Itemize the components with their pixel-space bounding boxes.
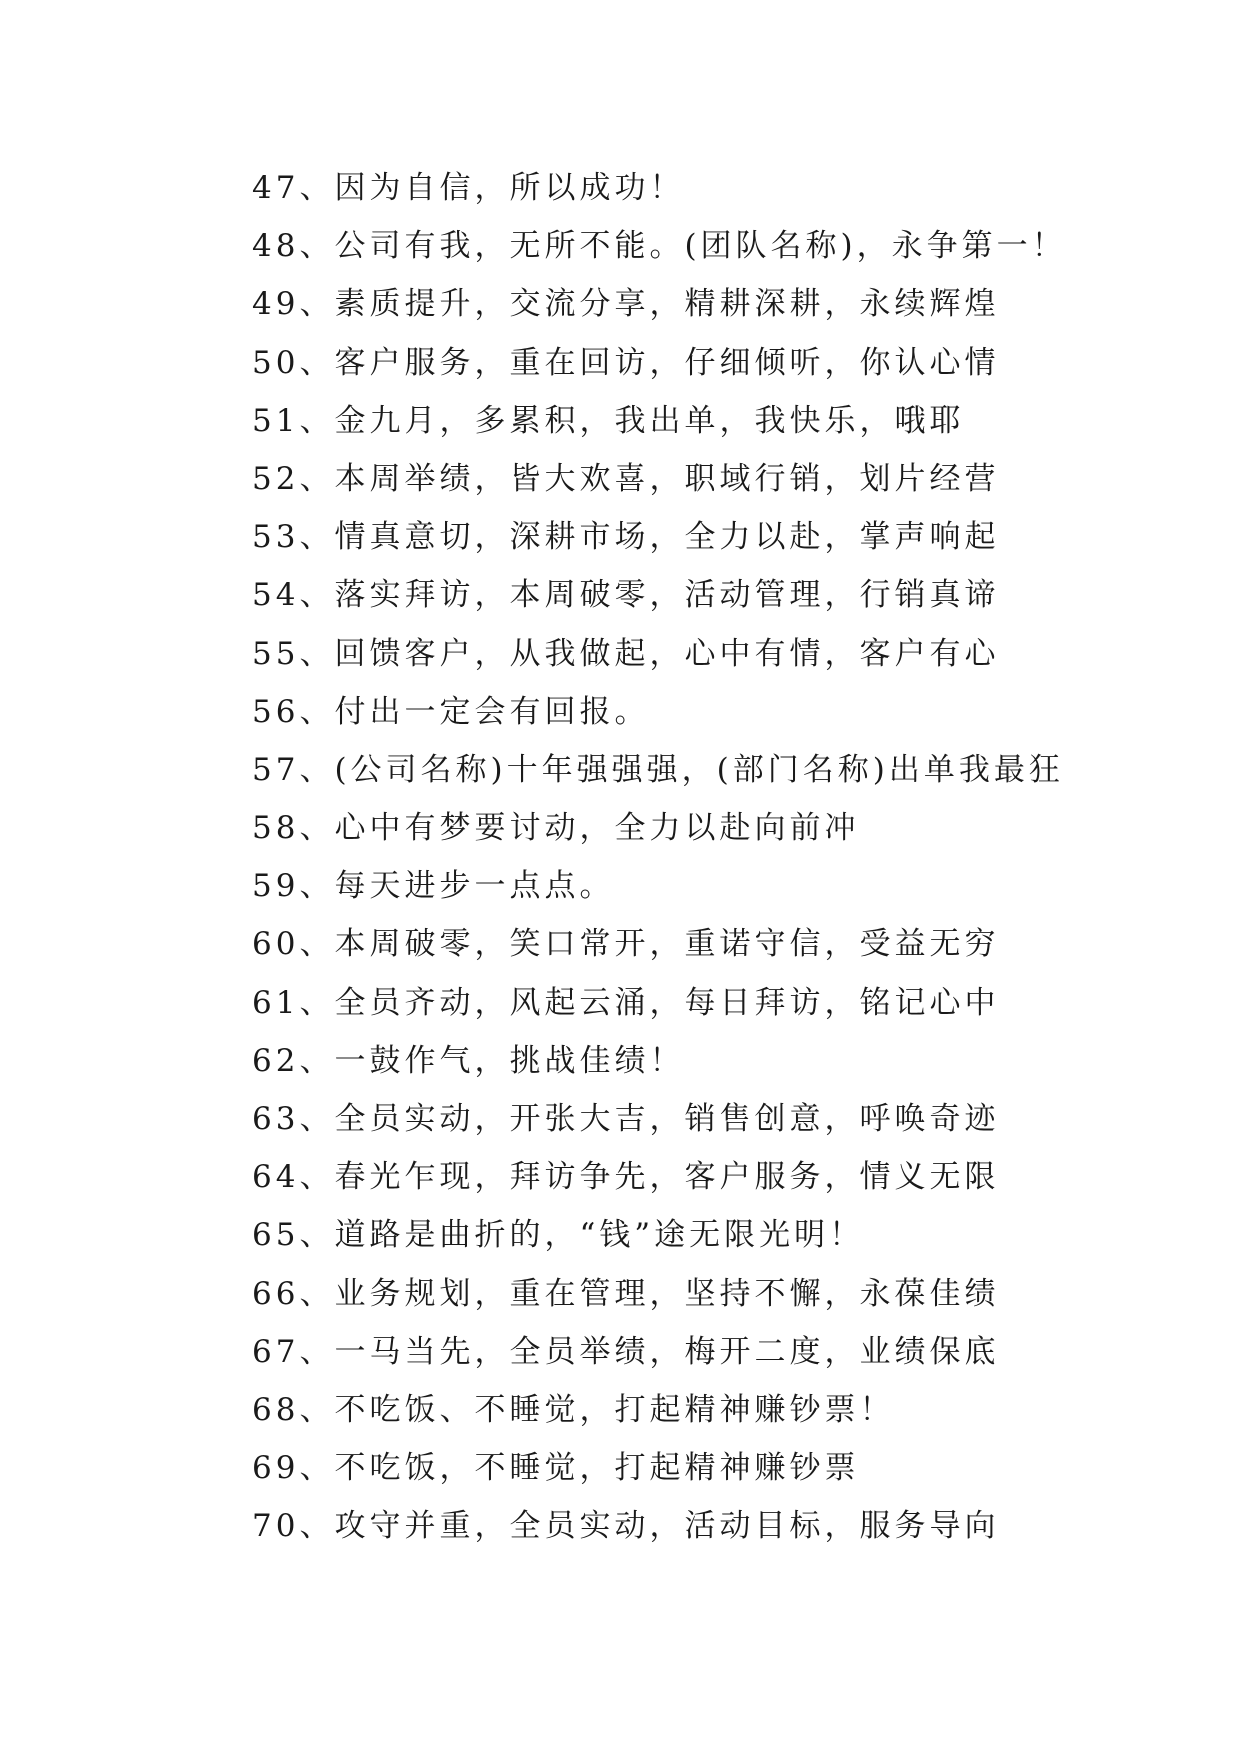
slogan-line: 58、心中有梦要讨动，全力以赴向前冲 bbox=[252, 810, 860, 847]
slogan-line: 69、不吃饭，不睡觉，打起精神赚钞票 bbox=[252, 1450, 860, 1487]
slogan-line: 49、素质提升，交流分享，精耕深耕，永续辉煌 bbox=[252, 286, 1000, 323]
slogan-line: 61、全员齐动，风起云涌，每日拜访，铭记心中 bbox=[252, 984, 1000, 1021]
slogan-line: 57、(公司名称)十年强强强，(部门名称)出单我最狂 bbox=[252, 751, 1064, 788]
slogan-line: 67、一马当先，全员举绩，梅开二度，业绩保底 bbox=[252, 1333, 1000, 1370]
slogan-line: 68、不吃饭、不睡觉，打起精神赚钞票！ bbox=[252, 1391, 895, 1428]
slogan-line: 66、业务规划，重在管理，坚持不懈，永葆佳绩 bbox=[252, 1275, 1000, 1312]
slogan-line: 64、春光乍现，拜访争先，客户服务，情义无限 bbox=[252, 1159, 1000, 1196]
slogan-line: 51、金九月，多累积，我出单，我快乐，哦耶 bbox=[252, 402, 965, 439]
slogan-line: 55、回馈客户，从我做起，心中有情，客户有心 bbox=[252, 635, 1000, 672]
slogan-line: 48、公司有我，无所不能。(团队名称)，永争第一！ bbox=[252, 228, 1067, 265]
slogan-line: 52、本周举绩，皆大欢喜，职域行销，划片经营 bbox=[252, 460, 1000, 497]
slogan-line: 60、本周破零，笑口常开，重诺守信，受益无穷 bbox=[252, 926, 1000, 963]
slogan-line: 63、全员实动，开张大吉，销售创意，呼唤奇迹 bbox=[252, 1101, 1000, 1137]
slogan-line: 53、情真意切，深耕市场，全力以赴，掌声响起 bbox=[252, 519, 1000, 556]
slogan-line: 47、因为自信，所以成功！ bbox=[252, 170, 685, 206]
slogan-list bbox=[252, 159, 1067, 1556]
slogan-line: 54、落实拜访，本周破零，活动管理，行销真谛 bbox=[252, 577, 1000, 614]
slogan-line: 70、攻守并重，全员实动，活动目标，服务导向 bbox=[252, 1508, 1000, 1545]
slogan-line: 65、道路是曲折的，“钱”途无限光明！ bbox=[252, 1217, 865, 1254]
slogan-line: 56、付出一定会有回报。 bbox=[252, 693, 650, 730]
slogan-line: 59、每天进步一点点。 bbox=[252, 868, 615, 905]
slogan-line: 62、一鼓作气，挑战佳绩！ bbox=[252, 1042, 685, 1079]
slogan-line: 50、客户服务，重在回访，仔细倾听，你认心情 bbox=[252, 344, 1000, 381]
